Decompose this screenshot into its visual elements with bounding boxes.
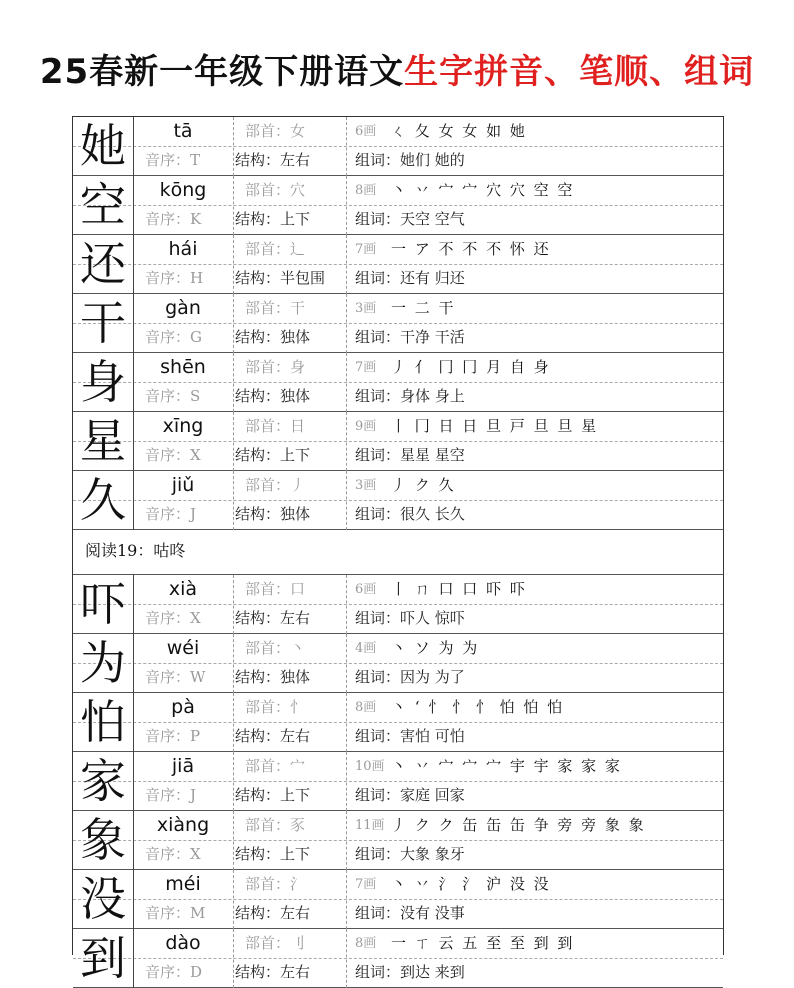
stroke-order: 丨 冂 日 日 旦 戸 旦 旦 星 bbox=[391, 417, 599, 435]
example-words: 组词：大象 象牙 bbox=[355, 845, 465, 863]
hanzi-character: 身 bbox=[80, 355, 126, 409]
radical: 部首：氵 bbox=[245, 875, 306, 893]
phonetic-order: 音序：X bbox=[145, 446, 201, 464]
column-line bbox=[346, 693, 347, 752]
column-line bbox=[346, 870, 347, 929]
column-line bbox=[346, 176, 347, 235]
phonetic-order: 音序：S bbox=[145, 387, 201, 405]
column-line bbox=[346, 294, 347, 353]
stroke-order: 丶 丷 宀 宀 穴 穴 空 空 bbox=[391, 181, 575, 199]
hanzi-character: 还 bbox=[80, 237, 126, 291]
column-line bbox=[346, 235, 347, 294]
hanzi-character: 为 bbox=[80, 636, 126, 690]
radical: 部首：豕 bbox=[245, 816, 306, 834]
character-row bbox=[73, 471, 723, 530]
example-words: 组词：她们 她的 bbox=[355, 151, 465, 169]
phonetic-order: 音序：D bbox=[145, 963, 203, 981]
example-words: 组词：吓人 惊吓 bbox=[355, 609, 465, 627]
column-line bbox=[346, 929, 347, 988]
character-row bbox=[73, 294, 723, 353]
stroke-count: 7画 bbox=[355, 877, 377, 892]
radical: 部首：宀 bbox=[245, 757, 306, 775]
character-row bbox=[73, 634, 723, 693]
stroke-order: 一 二 干 bbox=[391, 299, 456, 317]
structure: 结构：左右 bbox=[235, 904, 311, 922]
column-line bbox=[233, 412, 234, 471]
stroke-order: 丶 丷 氵 氵 沪 没 没 bbox=[391, 875, 551, 893]
structure: 结构：独体 bbox=[235, 668, 311, 686]
stroke-count: 8画 bbox=[355, 936, 377, 951]
character-row bbox=[73, 235, 723, 294]
character-row bbox=[73, 412, 723, 471]
stroke-count: 3画 bbox=[355, 301, 377, 316]
stroke-count: 3画 bbox=[355, 478, 377, 493]
pinyin: hái bbox=[168, 238, 198, 260]
character-row bbox=[73, 117, 723, 176]
radical: 部首：口 bbox=[245, 580, 306, 598]
stroke-order: 一 ア 不 不 不 怀 还 bbox=[391, 240, 551, 258]
character-row bbox=[73, 811, 723, 870]
hanzi-character: 家 bbox=[80, 754, 126, 808]
stroke-order: 丨 ㄇ 口 口 吓 吓 bbox=[391, 580, 527, 598]
structure: 结构：上下 bbox=[235, 446, 311, 464]
pinyin: pà bbox=[171, 696, 195, 718]
column-line bbox=[346, 117, 347, 176]
example-words: 组词：到达 来到 bbox=[355, 963, 465, 981]
column-line bbox=[346, 353, 347, 412]
column-line bbox=[233, 353, 234, 412]
section-heading: 阅读19：咕咚 bbox=[73, 530, 723, 575]
stroke-count: 7画 bbox=[355, 242, 377, 257]
column-line bbox=[233, 634, 234, 693]
stroke-count: 8画 bbox=[355, 183, 377, 198]
radical: 部首：日 bbox=[245, 417, 306, 435]
structure: 结构：左右 bbox=[235, 963, 311, 981]
column-line bbox=[346, 752, 347, 811]
example-words: 组词：身体 身上 bbox=[355, 387, 465, 405]
stroke-order: 丿 ク 久 bbox=[391, 476, 456, 494]
example-words: 组词：没有 没事 bbox=[355, 904, 465, 922]
column-line bbox=[346, 412, 347, 471]
column-line bbox=[233, 471, 234, 530]
stroke-order: 丶 ソ 为 为 bbox=[391, 639, 480, 657]
radical: 部首：干 bbox=[245, 299, 306, 317]
column-line bbox=[233, 693, 234, 752]
structure: 结构：上下 bbox=[235, 786, 311, 804]
column-line bbox=[346, 575, 347, 634]
stroke-order: 丿 亻 冂 冂 月 自 身 bbox=[391, 358, 551, 376]
hanzi-character: 久 bbox=[80, 473, 126, 527]
page-title bbox=[0, 44, 794, 93]
stroke-count: 7画 bbox=[355, 360, 377, 375]
phonetic-order: 音序：J bbox=[145, 505, 197, 523]
column-line bbox=[346, 471, 347, 530]
title-red: 生字拼音、笔顺、组词 bbox=[404, 52, 755, 92]
hanzi-character: 怕 bbox=[80, 695, 126, 749]
radical: 部首：辶 bbox=[245, 240, 306, 258]
character-row bbox=[73, 870, 723, 929]
character-row bbox=[73, 575, 723, 634]
example-words: 组词：害怕 可怕 bbox=[355, 727, 465, 745]
hanzi-character: 没 bbox=[80, 872, 126, 926]
column-line bbox=[346, 811, 347, 870]
stroke-order: 丿 ク ク 缶 缶 缶 争 旁 旁 象 象 bbox=[391, 816, 646, 834]
radical: 部首：忄 bbox=[245, 698, 306, 716]
pinyin: xiàng bbox=[156, 814, 210, 836]
pinyin: kōng bbox=[159, 179, 207, 201]
character-row bbox=[73, 929, 723, 988]
column-line bbox=[233, 117, 234, 176]
column-line bbox=[233, 575, 234, 634]
example-words: 组词：天空 空气 bbox=[355, 210, 465, 228]
phonetic-order: 音序：H bbox=[145, 269, 204, 287]
column-line bbox=[233, 811, 234, 870]
stroke-count: 8画 bbox=[355, 700, 377, 715]
radical: 部首：丶 bbox=[245, 639, 306, 657]
pinyin: dào bbox=[165, 932, 201, 954]
structure: 结构：半包围 bbox=[235, 269, 326, 287]
phonetic-order: 音序：W bbox=[145, 668, 206, 686]
stroke-count: 4画 bbox=[355, 641, 377, 656]
structure: 结构：独体 bbox=[235, 505, 311, 523]
example-words: 组词：星星 星空 bbox=[355, 446, 465, 464]
hanzi-character: 空 bbox=[80, 178, 126, 232]
column-line bbox=[233, 870, 234, 929]
phonetic-order: 音序：P bbox=[145, 727, 201, 745]
structure: 结构：上下 bbox=[235, 845, 311, 863]
pinyin: gàn bbox=[165, 297, 201, 319]
structure: 结构：独体 bbox=[235, 328, 311, 346]
pinyin: méi bbox=[165, 873, 201, 895]
example-words: 组词：还有 归还 bbox=[355, 269, 465, 287]
hanzi-character: 到 bbox=[80, 931, 126, 985]
phonetic-order: 音序：M bbox=[145, 904, 206, 922]
structure: 结构：上下 bbox=[235, 210, 311, 228]
radical: 部首：穴 bbox=[245, 181, 306, 199]
row-group-b bbox=[73, 575, 723, 988]
hanzi-character: 象 bbox=[80, 813, 126, 867]
row-group-a bbox=[73, 117, 723, 530]
hanzi-character: 星 bbox=[80, 414, 126, 468]
phonetic-order: 音序：X bbox=[145, 609, 201, 627]
stroke-count: 9画 bbox=[355, 419, 377, 434]
hanzi-character: 干 bbox=[80, 296, 126, 350]
hanzi-character: 吓 bbox=[80, 577, 126, 631]
phonetic-order: 音序：J bbox=[145, 786, 197, 804]
radical: 部首：身 bbox=[245, 358, 306, 376]
stroke-order: ㄑ 夂 女 女 如 她 bbox=[391, 122, 527, 140]
character-table bbox=[72, 116, 724, 985]
structure: 结构：左右 bbox=[235, 609, 311, 627]
example-words: 组词：家庭 回家 bbox=[355, 786, 465, 804]
stroke-count: 6画 bbox=[355, 582, 377, 597]
stroke-count: 6画 bbox=[355, 124, 377, 139]
column-line bbox=[233, 176, 234, 235]
pinyin: jiā bbox=[171, 755, 195, 777]
pinyin: xīng bbox=[162, 415, 204, 437]
stroke-order: 丶 丷 宀 宀 宀 宇 宇 家 家 家 bbox=[391, 757, 622, 775]
column-line bbox=[346, 634, 347, 693]
character-row bbox=[73, 693, 723, 752]
stroke-count: 11画 bbox=[355, 818, 385, 833]
structure: 结构：左右 bbox=[235, 151, 311, 169]
phonetic-order: 音序：K bbox=[145, 210, 202, 228]
column-line bbox=[233, 752, 234, 811]
column-line bbox=[233, 235, 234, 294]
pinyin: shēn bbox=[160, 356, 206, 378]
hanzi-character: 她 bbox=[80, 119, 126, 173]
structure: 结构：左右 bbox=[235, 727, 311, 745]
radical: 部首：女 bbox=[245, 122, 306, 140]
example-words: 组词：很久 长久 bbox=[355, 505, 465, 523]
pinyin: jiǔ bbox=[171, 474, 195, 496]
column-line bbox=[233, 294, 234, 353]
column-line bbox=[233, 929, 234, 988]
character-row bbox=[73, 353, 723, 412]
phonetic-order: 音序：T bbox=[145, 151, 201, 169]
stroke-order: 一 ㄒ 云 五 至 至 到 到 bbox=[391, 934, 575, 952]
radical: 部首：丿 bbox=[245, 476, 306, 494]
pinyin: wéi bbox=[166, 637, 200, 659]
phonetic-order: 音序：G bbox=[145, 328, 202, 346]
title-black: 25春新一年级下册语文 bbox=[39, 52, 405, 92]
phonetic-order: 音序：X bbox=[145, 845, 201, 863]
character-row bbox=[73, 752, 723, 811]
stroke-order: 丶 ‘ 忄 忄 忄 怕 怕 怕 bbox=[391, 698, 565, 716]
character-row bbox=[73, 176, 723, 235]
example-words: 组词：因为 为了 bbox=[355, 668, 465, 686]
pinyin: tā bbox=[173, 120, 193, 142]
radical: 部首：刂 bbox=[245, 934, 306, 952]
stroke-count: 10画 bbox=[355, 759, 385, 774]
pinyin: xià bbox=[168, 578, 198, 600]
structure: 结构：独体 bbox=[235, 387, 311, 405]
example-words: 组词：干净 干活 bbox=[355, 328, 465, 346]
